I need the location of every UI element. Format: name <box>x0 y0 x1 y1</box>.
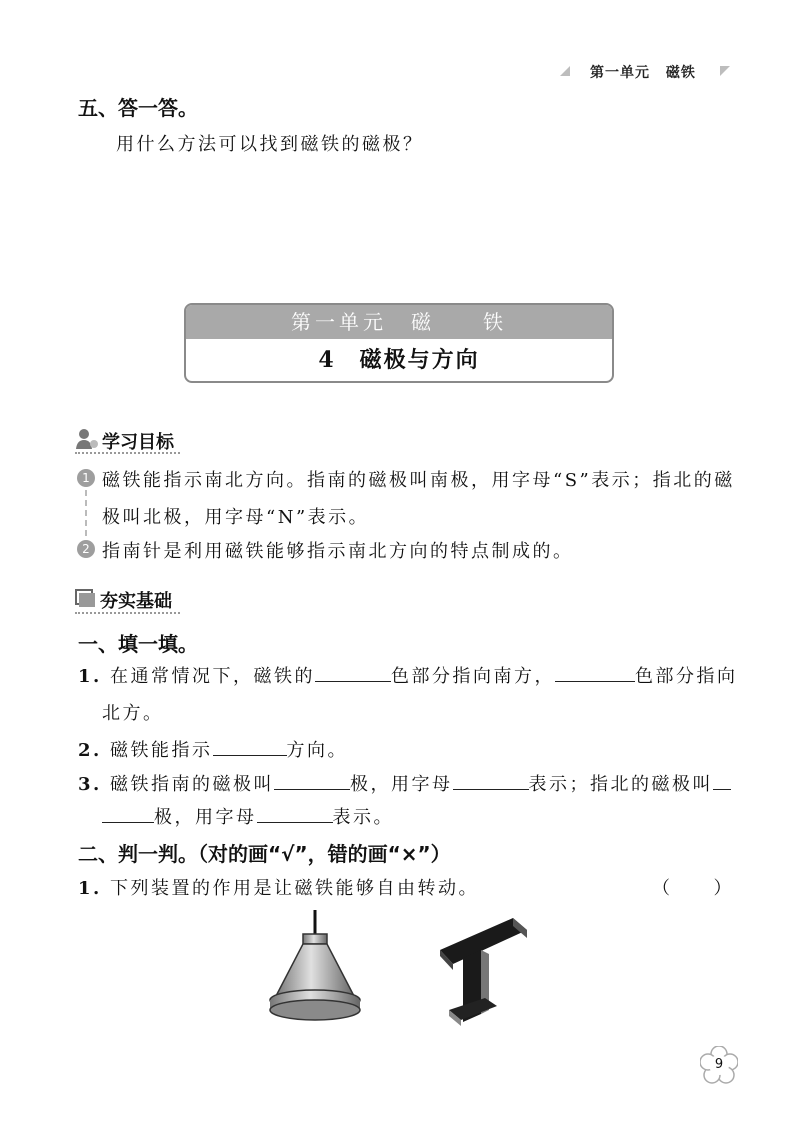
blank-3c[interactable] <box>713 771 731 790</box>
basics-underline <box>75 612 180 614</box>
page-number: 9 <box>714 1057 724 1072</box>
blank-3d[interactable] <box>257 804 333 823</box>
banner-lesson-title: 4 磁极与方向 <box>318 347 480 373</box>
answer-paren[interactable]: （ ） <box>652 878 734 899</box>
triangle-right-icon <box>720 66 730 76</box>
needle-stand-illustration <box>266 908 366 1028</box>
blank-3b[interactable] <box>453 771 529 790</box>
section-5-question: 用什么方法可以找到磁铁的磁极？ <box>116 134 424 155</box>
fill-q1-cont: 北方。 <box>102 703 164 724</box>
goal-2-line1: 指南针是利用磁铁能够指示南北方向的特点制成的。 <box>102 541 574 562</box>
fill-q2: 2. 磁铁能指示 方向。 <box>78 736 348 762</box>
unit-banner <box>184 303 614 383</box>
judge-title: 二、判一判。（对的画“√”，错的画“×”） <box>78 842 451 866</box>
header-topic: 磁铁 <box>665 65 696 81</box>
section-5-title: 五、答一答。 <box>78 96 198 120</box>
goal-number-2: 2 <box>77 540 95 558</box>
blank-3a[interactable] <box>274 771 350 790</box>
blank-1a[interactable] <box>315 663 391 682</box>
blank-3c-cont[interactable] <box>102 804 154 823</box>
fill-q3: 3. 磁铁指南的磁极叫 极，用字母 表示；指北的磁极叫 <box>78 770 731 796</box>
goal-1-line1: 磁铁能指示南北方向。指南的磁极叫南极，用字母“S”表示；指北的磁 <box>102 470 735 491</box>
goal-1-line2: 极叫北极，用字母“N”表示。 <box>102 507 370 528</box>
goal-connector <box>85 490 87 536</box>
running-header <box>560 60 730 82</box>
banner-unit-line: 第一单元 磁 铁 <box>186 305 612 339</box>
goals-title: 学习目标 <box>102 432 174 453</box>
triangle-left-icon <box>560 66 570 76</box>
blank-1b[interactable] <box>555 663 635 682</box>
magnet-holder-illustration <box>435 910 530 1028</box>
person-icon <box>75 428 99 450</box>
fill-q1: 1. 在通常情况下，磁铁的 色部分指向南方， 色部分指向 <box>78 662 738 688</box>
fill-title: 一、填一填。 <box>78 632 198 656</box>
goals-underline <box>75 452 180 454</box>
judge-q1: 1. 下列装置的作用是让磁铁能够自由转动。 <box>78 878 480 899</box>
basics-title: 夯实基础 <box>100 591 172 612</box>
goal-number-1: 1 <box>77 469 95 487</box>
fill-q3-cont: 极，用字母 表示。 <box>102 803 394 829</box>
blank-2a[interactable] <box>213 737 287 756</box>
book-icon <box>75 588 97 608</box>
header-unit: 第一单元 <box>590 65 650 81</box>
